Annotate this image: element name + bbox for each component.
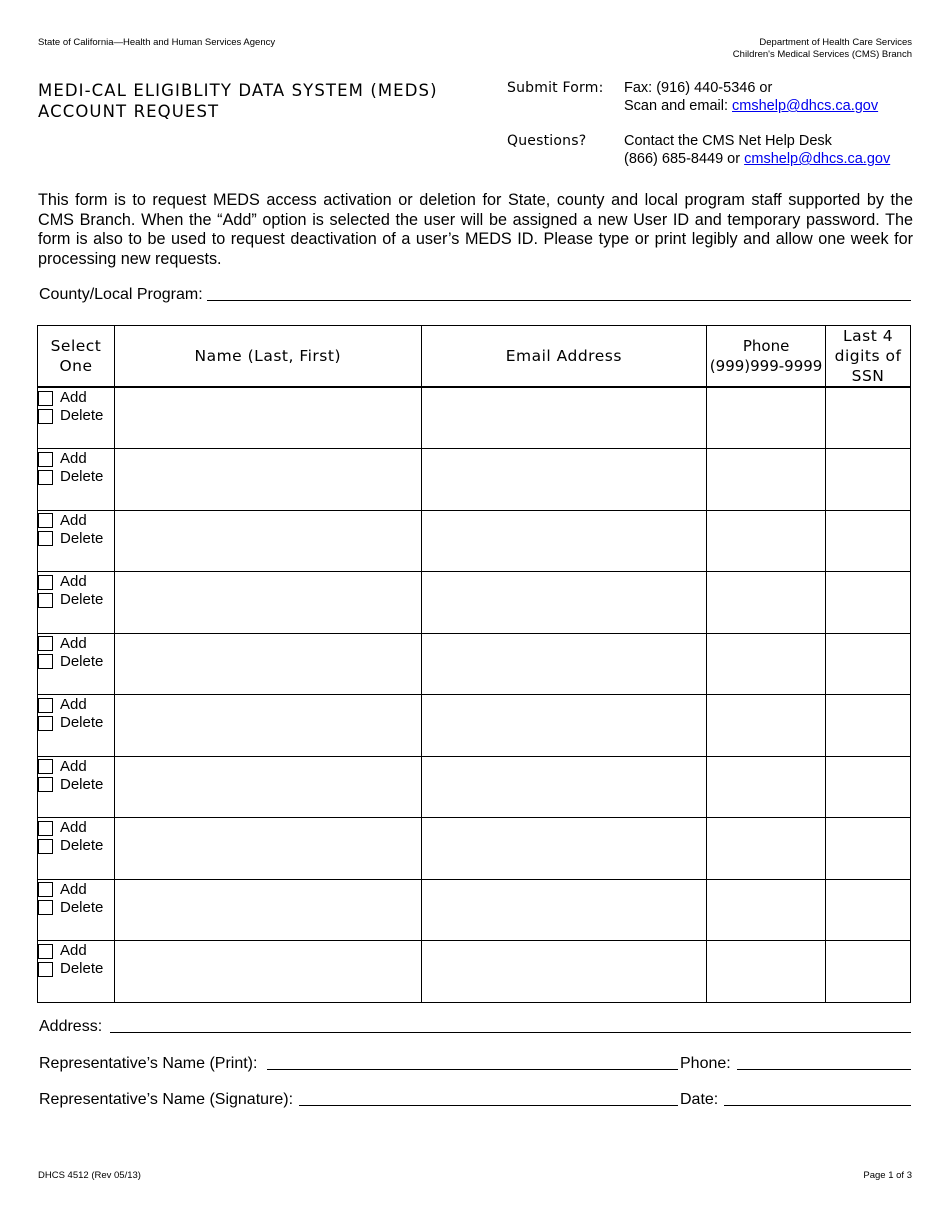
submit-form-label: Submit Form:	[507, 80, 604, 96]
phone-cell[interactable]	[707, 818, 826, 880]
name-cell[interactable]	[114, 633, 421, 695]
name-cell[interactable]	[114, 818, 421, 880]
add-option[interactable]	[38, 881, 114, 899]
delete-label: Delete	[60, 714, 104, 731]
delete-checkbox[interactable]	[38, 470, 53, 485]
select-cell	[38, 387, 115, 449]
phone-cell[interactable]	[707, 756, 826, 818]
phone-cell[interactable]	[707, 633, 826, 695]
table-row	[38, 818, 911, 880]
add-checkbox[interactable]	[38, 575, 53, 590]
phone-cell[interactable]	[707, 879, 826, 941]
delete-label: Delete	[60, 652, 104, 670]
date-label: Date:	[680, 1091, 719, 1108]
delete-option[interactable]	[38, 468, 114, 486]
table-row	[38, 941, 911, 1003]
add-label: Add	[60, 942, 87, 959]
form-title-line1: MEDI-CAL ELIGIBLITY DATA SYSTEM (MEDS)	[38, 81, 438, 100]
name-cell[interactable]	[114, 449, 421, 511]
delete-label: Delete	[60, 898, 104, 916]
add-label: Add	[60, 511, 87, 529]
email-cell[interactable]	[421, 818, 707, 880]
ssn-header: Last 4 digits of SSN	[826, 326, 911, 388]
email-cell[interactable]	[421, 879, 707, 941]
table-row	[38, 449, 911, 511]
delete-option[interactable]	[38, 899, 114, 917]
delete-checkbox[interactable]	[38, 962, 53, 977]
delete-option[interactable]	[38, 714, 114, 732]
help-desk-text: Contact the CMS Net Help Desk	[624, 133, 832, 149]
delete-label: Delete	[60, 775, 104, 793]
add-label: Add	[60, 757, 87, 775]
phone-cell[interactable]	[707, 449, 826, 511]
select-cell	[38, 572, 115, 634]
contact-info	[507, 79, 890, 185]
phone-header: Phone (999)999-9999	[707, 326, 826, 388]
form-title	[38, 80, 438, 122]
select-one-header: Select One	[38, 326, 115, 388]
delete-option[interactable]	[38, 776, 114, 794]
select-cell	[38, 941, 115, 1003]
add-checkbox[interactable]	[38, 882, 53, 897]
ssn-cell[interactable]	[826, 572, 911, 634]
phone-cell[interactable]	[707, 572, 826, 634]
questions-label: Questions?	[507, 133, 587, 149]
add-checkbox[interactable]	[38, 636, 53, 651]
email-cell[interactable]	[421, 572, 707, 634]
name-header: Name (Last, First)	[114, 326, 421, 388]
delete-option[interactable]	[38, 837, 114, 855]
department-name: Department of Health Care Services	[759, 37, 912, 48]
help-desk-phone: (866) 685-8449 or	[624, 151, 745, 167]
add-checkbox[interactable]	[38, 391, 53, 406]
delete-label: Delete	[60, 468, 104, 485]
phone-cell[interactable]	[707, 510, 826, 572]
delete-label: Delete	[60, 591, 104, 608]
delete-checkbox[interactable]	[38, 900, 53, 915]
add-option[interactable]	[38, 450, 114, 468]
add-label: Add	[60, 634, 87, 652]
date-field[interactable]	[680, 1091, 911, 1109]
submit-email-link[interactable]: cmshelp@dhcs.ca.gov	[732, 98, 879, 114]
table-row	[38, 510, 911, 572]
account-request-table	[37, 325, 911, 1003]
table-row	[38, 879, 911, 941]
table-row	[38, 695, 911, 757]
name-cell[interactable]	[114, 941, 421, 1003]
email-cell[interactable]	[421, 633, 707, 695]
select-cell	[38, 756, 115, 818]
email-cell[interactable]	[421, 510, 707, 572]
delete-label: Delete	[60, 960, 104, 977]
add-option[interactable]	[38, 512, 114, 530]
delete-checkbox[interactable]	[38, 409, 53, 424]
delete-checkbox[interactable]	[38, 839, 53, 854]
ssn-cell[interactable]	[826, 510, 911, 572]
add-label: Add	[60, 880, 87, 898]
email-cell[interactable]	[421, 387, 707, 449]
email-cell[interactable]	[421, 449, 707, 511]
ssn-cell[interactable]	[826, 387, 911, 449]
delete-option[interactable]	[38, 591, 114, 609]
intro-paragraph: This form is to request MEDS access activation or deletion for State, county and local program staff supported by the CMS Branch. When the “Add” option is selected the user will be assigned a new User ID and temporary password. The form is also to be used to request deactivation of a user’s MEDS ID. Please type or print legibly and allow one week for processing new requests.	[38, 191, 913, 268]
delete-checkbox[interactable]	[38, 777, 53, 792]
table-row	[38, 387, 911, 449]
add-checkbox[interactable]	[38, 759, 53, 774]
select-cell	[38, 695, 115, 757]
address-input-line[interactable]	[110, 1032, 911, 1033]
select-cell	[38, 818, 115, 880]
email-cell[interactable]	[421, 756, 707, 818]
rep-name-print-input-line[interactable]	[267, 1069, 678, 1070]
select-cell	[38, 879, 115, 941]
delete-checkbox[interactable]	[38, 654, 53, 669]
add-checkbox[interactable]	[38, 944, 53, 959]
ssn-cell[interactable]	[826, 756, 911, 818]
county-label: County/Local Program:	[39, 286, 203, 303]
delete-option[interactable]	[38, 653, 114, 671]
ssn-cell[interactable]	[826, 879, 911, 941]
rep-name-print-field[interactable]	[39, 1055, 678, 1073]
add-checkbox[interactable]	[38, 698, 53, 713]
phone-label: Phone:	[680, 1055, 731, 1072]
rep-signature-label: Representative’s Name (Signature):	[39, 1091, 294, 1108]
scan-email-label: Scan and email:	[624, 98, 733, 114]
add-option[interactable]	[38, 942, 114, 960]
rep-signature-field[interactable]	[39, 1091, 678, 1109]
name-cell[interactable]	[114, 510, 421, 572]
branch-name: Children's Medical Services (CMS) Branch	[732, 49, 912, 60]
add-checkbox[interactable]	[38, 821, 53, 836]
name-cell[interactable]	[114, 387, 421, 449]
county-field[interactable]	[39, 286, 911, 304]
add-option[interactable]	[38, 819, 114, 837]
add-label: Add	[60, 819, 87, 836]
add-option[interactable]	[38, 389, 114, 407]
ssn-cell[interactable]	[826, 449, 911, 511]
help-email-link[interactable]: cmshelp@dhcs.ca.gov	[744, 151, 891, 167]
email-cell[interactable]	[421, 941, 707, 1003]
table-row	[38, 756, 911, 818]
phone-field[interactable]	[680, 1055, 911, 1073]
phone-input-line[interactable]	[737, 1069, 911, 1070]
delete-checkbox[interactable]	[38, 531, 53, 546]
delete-option[interactable]	[38, 530, 114, 548]
delete-checkbox[interactable]	[38, 593, 53, 608]
add-option[interactable]	[38, 635, 114, 653]
select-cell	[38, 633, 115, 695]
phone-cell[interactable]	[707, 941, 826, 1003]
delete-label: Delete	[60, 407, 104, 424]
delete-option[interactable]	[38, 960, 114, 978]
form-title-line2: ACCOUNT REQUEST	[38, 102, 220, 121]
department-header	[733, 37, 912, 61]
address-field[interactable]	[39, 1018, 911, 1036]
add-option[interactable]	[38, 573, 114, 591]
name-cell[interactable]	[114, 572, 421, 634]
ssn-cell[interactable]	[826, 695, 911, 757]
fax-number: Fax: (916) 440-5346 or	[624, 80, 773, 96]
page-number: Page 1 of 3	[863, 1170, 912, 1181]
address-label: Address:	[39, 1018, 103, 1035]
date-input-line[interactable]	[724, 1105, 911, 1106]
phone-cell[interactable]	[707, 387, 826, 449]
agency-header: State of California—Health and Human Services Agency	[38, 37, 276, 48]
name-cell[interactable]	[114, 695, 421, 757]
table-header-row	[38, 326, 911, 388]
select-cell	[38, 510, 115, 572]
add-label: Add	[60, 696, 87, 713]
name-cell[interactable]	[114, 756, 421, 818]
add-label: Add	[60, 389, 87, 406]
rep-name-print-label: Representative’s Name (Print):	[39, 1055, 258, 1072]
delete-option[interactable]	[38, 407, 114, 425]
ssn-cell[interactable]	[826, 633, 911, 695]
add-option[interactable]	[38, 758, 114, 776]
delete-checkbox[interactable]	[38, 716, 53, 731]
add-label: Add	[60, 450, 87, 467]
delete-label: Delete	[60, 529, 104, 547]
email-cell[interactable]	[421, 695, 707, 757]
phone-cell[interactable]	[707, 695, 826, 757]
add-label: Add	[60, 573, 87, 590]
name-cell[interactable]	[114, 879, 421, 941]
form-id: DHCS 4512 (Rev 05/13)	[38, 1170, 141, 1181]
select-cell	[38, 449, 115, 511]
table-row	[38, 633, 911, 695]
add-checkbox[interactable]	[38, 452, 53, 467]
table-row	[38, 572, 911, 634]
rep-signature-input-line[interactable]	[299, 1105, 678, 1106]
ssn-cell[interactable]	[826, 818, 911, 880]
add-checkbox[interactable]	[38, 513, 53, 528]
ssn-cell[interactable]	[826, 941, 911, 1003]
add-option[interactable]	[38, 696, 114, 714]
county-input-line[interactable]	[207, 300, 911, 301]
email-header: Email Address	[421, 326, 707, 388]
delete-label: Delete	[60, 837, 104, 854]
